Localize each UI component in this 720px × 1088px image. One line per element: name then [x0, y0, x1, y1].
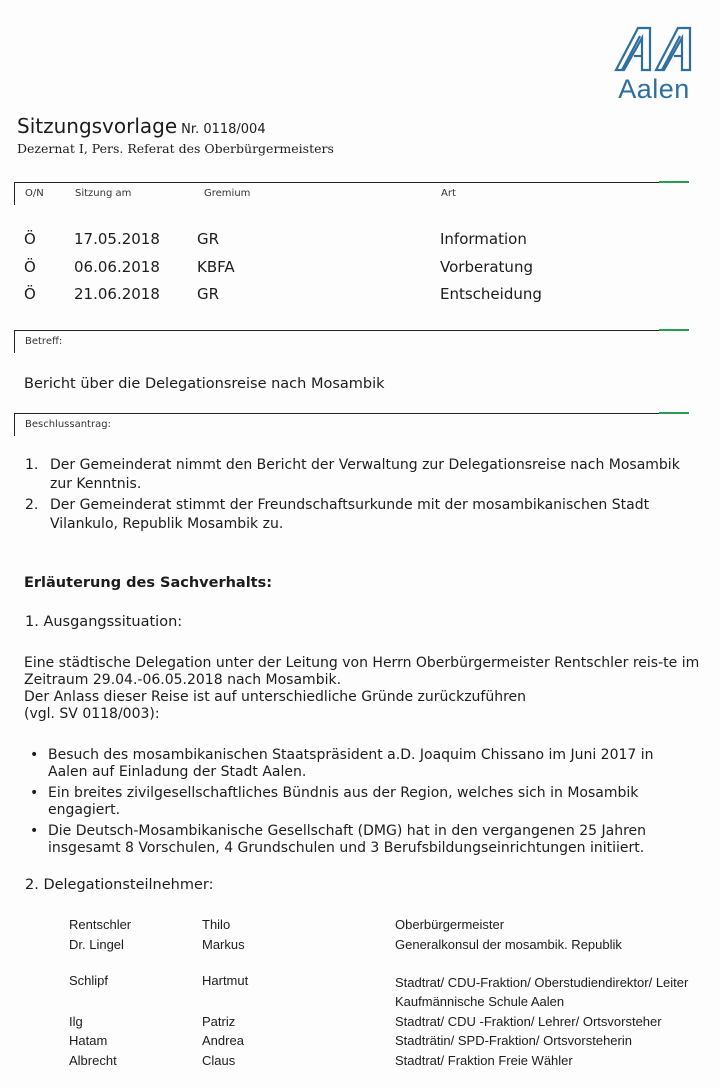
col-gremium: Gremium — [204, 188, 251, 199]
beschluss-bar — [14, 413, 687, 436]
participant-first: Markus — [202, 937, 245, 952]
beschluss-label: Beschlussantrag: — [25, 419, 111, 430]
participant-role: Stadträtin/ SPD-Fraktion/ Ortsvorsteherin — [395, 1033, 632, 1048]
item-text: Der Gemeinderat nimmt den Bericht der Verwaltung zur Delegationsreise nach Mosambik zur Kenntnis. — [50, 457, 680, 492]
session-on: Ö — [24, 230, 36, 248]
session-on: Ö — [24, 258, 36, 276]
item-number: 2. — [25, 497, 39, 513]
session-art: Entscheidung — [440, 285, 542, 303]
session-date: 17.05.2018 — [74, 230, 160, 248]
col-art: Art — [441, 188, 456, 199]
bullet-icon: • — [30, 823, 39, 839]
title-text: Sitzungsvorlage — [17, 114, 178, 138]
participant-last: Albrecht — [69, 1053, 117, 1068]
participant-first: Hartmut — [202, 973, 249, 988]
participant-role: Stadtrat/ CDU-Fraktion/ Oberstudiendirektor/ Leiter Kaufmännische Schule Aalen — [395, 975, 689, 1009]
session-art: Information — [440, 230, 527, 248]
section-ausgangssituation: 1. Ausgangssituation: — [25, 614, 183, 630]
session-date: 21.06.2018 — [74, 285, 160, 303]
betreff-bar — [14, 330, 687, 353]
session-art: Vorberatung — [440, 258, 533, 276]
accent-line — [659, 181, 689, 183]
participant-last: Hatam — [69, 1033, 108, 1048]
participant-role: Stadtrat/ CDU -Fraktion/ Lehrer/ Ortsvorsteher — [395, 1014, 662, 1029]
participant-first: Andrea — [202, 1033, 244, 1048]
document-title — [17, 114, 266, 138]
session-row — [0, 285, 720, 309]
document-number: Nr. 0118/004 — [181, 122, 266, 137]
aalen-logo-icon — [612, 26, 696, 72]
betreff-text: Bericht über die Delegationsreise nach Mosambik — [24, 376, 385, 392]
session-gremium: GR — [197, 285, 220, 303]
session-row — [0, 230, 720, 254]
session-gremium: GR — [197, 230, 220, 248]
participant-first: Claus — [202, 1053, 236, 1068]
bullet-icon: • — [30, 747, 39, 763]
bullet-text: Die Deutsch-Mosambikanische Gesellschaft (DMG) hat in den vergangenen 25 Jahren insgesamt 8 Vorschulen, 4 Grundschulen und 3 Berufsbildungseinrichtungen initiiert. — [48, 823, 647, 856]
list-item — [30, 823, 690, 857]
aalen-logo — [604, 26, 704, 105]
bullet-text: Ein breites zivilgesellschaftliches Bündnis aus der Region, welches sich in Mosambik engagiert. — [48, 785, 639, 818]
list-item — [30, 747, 690, 781]
col-date: Sitzung am — [75, 188, 132, 199]
participant-role: Stadtrat/ Fraktion Freie Wähler — [395, 1053, 573, 1068]
list-item — [25, 496, 685, 534]
betreff-label: Betreff: — [25, 336, 63, 347]
section-delegationsteilnehmer: 2. Delegationsteilnehmer: — [25, 877, 214, 893]
participant-last: Schlipf — [69, 973, 109, 988]
accent-line — [659, 329, 689, 331]
reasons-list — [30, 747, 690, 861]
session-on: Ö — [24, 285, 36, 303]
paragraph-delegation: Eine städtische Delegation unter der Leitung von Herrn Oberbürgermeister Rentschler reis-te im Zeitraum 29.04.-06.05.2018 nach Mosambik. — [24, 655, 700, 688]
paragraph-anlass: Der Anlass dieser Reise ist auf unterschiedliche Gründe zurückzuführen (vgl. SV 0118/003): — [24, 689, 527, 722]
bullet-icon: • — [30, 785, 39, 801]
session-date: 06.06.2018 — [74, 258, 160, 276]
erlaeuterung-heading: Erläuterung des Sachverhalts: — [24, 575, 273, 591]
item-text: Der Gemeinderat stimmt der Freundschaftsurkunde mit der mosambikanischen Stadt Vilankulo, Republik Mosambik zu. — [50, 497, 650, 532]
list-item — [25, 456, 685, 494]
col-on: O/N — [25, 188, 44, 199]
participant-first: Patriz — [202, 1014, 236, 1029]
participant-last: Dr. Lingel — [69, 937, 124, 952]
bullet-text: Besuch des mosambikanischen Staatspräsident a.D. Joaquim Chissano im Juni 2017 in Aalen auf Einladung der Stadt Aalen. — [48, 747, 654, 780]
participant-first: Thilo — [202, 917, 231, 932]
logo-text: Aalen — [618, 74, 690, 104]
sessions-header-bar — [14, 182, 687, 205]
accent-line — [659, 412, 689, 414]
participant-role: Generalkonsul der mosambik. Republik — [395, 937, 622, 952]
participant-last: Ilg — [69, 1014, 83, 1029]
session-row — [0, 258, 720, 282]
session-gremium: KBFA — [197, 258, 235, 276]
participant-role: Oberbürgermeister — [395, 917, 505, 932]
beschluss-list — [25, 456, 685, 536]
participant-last: Rentschler — [69, 917, 132, 932]
item-number: 1. — [25, 457, 39, 473]
dezernat: Dezernat I, Pers. Referat des Oberbürgermeisters — [17, 141, 334, 156]
list-item — [30, 785, 690, 819]
